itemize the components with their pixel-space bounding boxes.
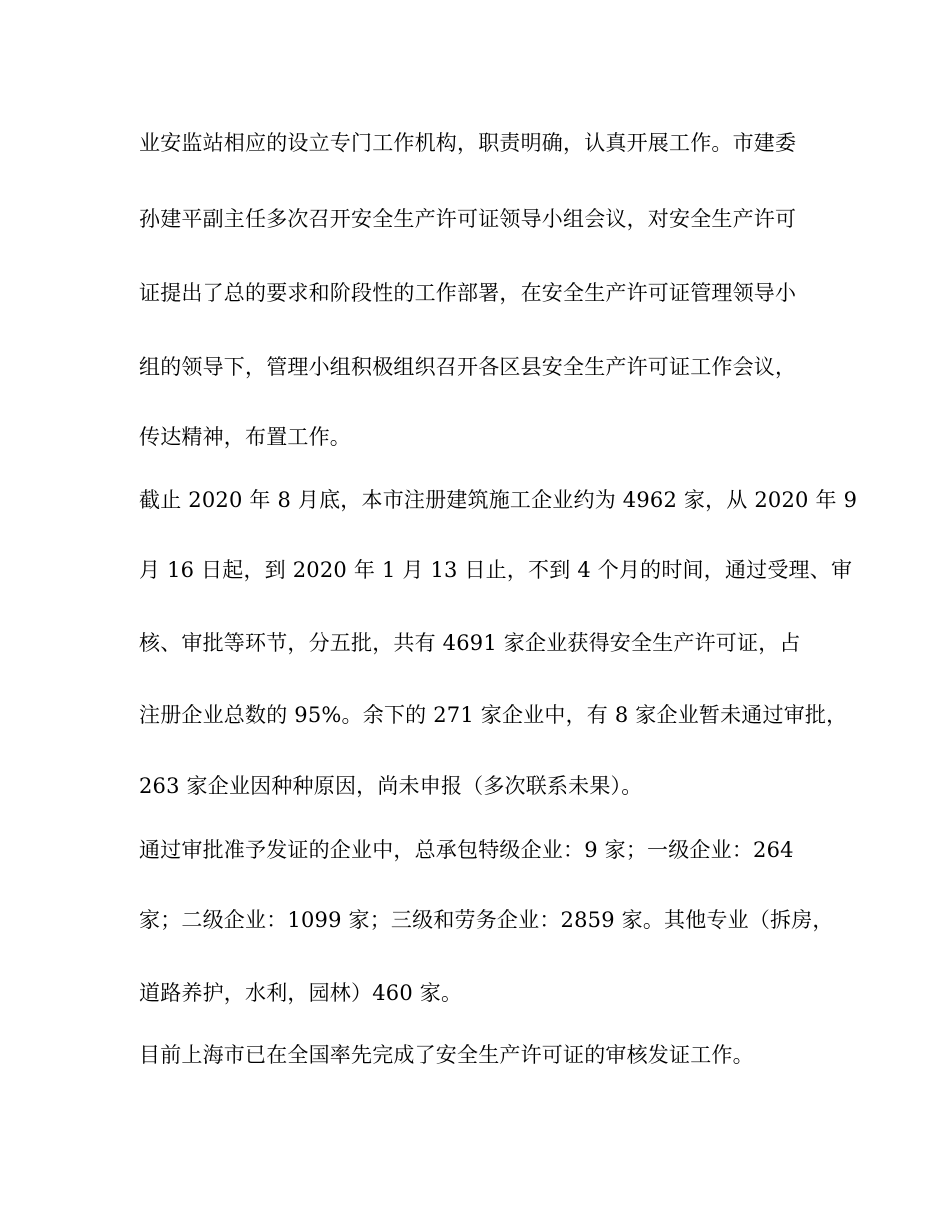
- text-line: 目前上海市已在全国率先完成了安全生产许可证的审核发证工作。: [139, 1043, 754, 1067]
- text-line: 组的领导下，管理小组积极组织召开各区县安全生产许可证工作会议，: [139, 355, 797, 379]
- text-line: 家；二级企业：1099 家；三级和劳务企业：2859 家。其他专业（拆房，: [139, 908, 834, 932]
- text-line: 证提出了总的要求和阶段性的工作部署，在安全生产许可证管理领导小: [139, 281, 797, 305]
- text-line: 截止 2020 年 8 月底，本市注册建筑施工企业约为 4962 家，从 2020 年 9: [139, 488, 858, 512]
- text-line: 注册企业总数的 95%。余下的 271 家企业中，有 8 家企业暂未通过审批，: [139, 703, 848, 727]
- text-line: 业安监站相应的设立专门工作机构，职责明确，认真开展工作。市建委: [139, 131, 797, 155]
- text-line: 道路养护，水利，园林）460 家。: [139, 981, 463, 1005]
- text-line: 263 家企业因种种原因，尚未申报（多次联系未果）。: [139, 774, 643, 798]
- text-line: 月 16 日起，到 2020 年 1 月 13 日止，不到 4 个月的时间，通过受理、审: [139, 558, 853, 582]
- text-line: 孙建平副主任多次召开安全生产许可证领导小组会议，对安全生产许可: [139, 207, 797, 231]
- text-line: 传达精神，布置工作。: [139, 425, 351, 449]
- text-line: 通过审批准予发证的企业中，总承包特级企业：9 家；一级企业：264: [139, 838, 794, 862]
- text-line: 核、审批等环节，分五批，共有 4691 家企业获得安全生产许可证，占: [139, 631, 801, 655]
